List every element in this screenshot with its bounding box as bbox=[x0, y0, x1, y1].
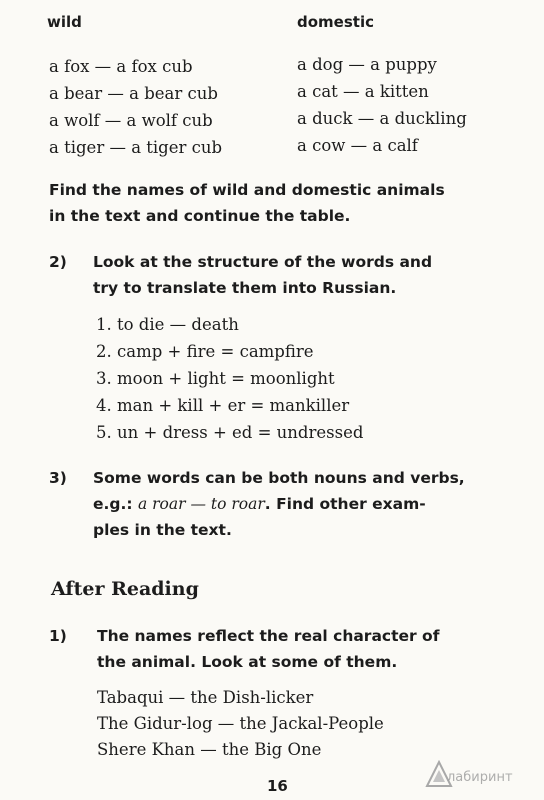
section-title: After Reading bbox=[51, 578, 199, 600]
table-cell-domestic-1: a dog — a puppy bbox=[297, 55, 437, 74]
word-item-3 bbox=[96, 369, 335, 388]
task-3-line-1: Some words can be both nouns and verbs, bbox=[93, 469, 465, 487]
task-3-line-3: ples in the text. bbox=[93, 521, 232, 539]
after-1-line-1: The names reflect the real character of bbox=[97, 627, 440, 645]
task-2-number: 2) bbox=[49, 253, 67, 271]
example-phrase: a roar — to roar bbox=[137, 495, 265, 513]
table-cell-domestic-2: a cat — a kitten bbox=[297, 82, 429, 101]
name-item-3: Shere Khan — the Big One bbox=[97, 740, 322, 759]
word-item-1 bbox=[96, 315, 239, 334]
watermark-text: лабиринт bbox=[447, 770, 513, 785]
after-1-number: 1) bbox=[49, 627, 67, 645]
word-item-number: 3. bbox=[96, 369, 112, 388]
after-1-line-2: the animal. Look at some of them. bbox=[97, 653, 398, 671]
word-item-number: 5. bbox=[96, 423, 112, 442]
instruction-line-1: Find the names of wild and domestic animals bbox=[49, 181, 445, 199]
word-item-text: to die — death bbox=[117, 315, 239, 334]
word-item-number: 2. bbox=[96, 342, 112, 361]
word-item-text: camp + fire = campfire bbox=[117, 342, 314, 361]
word-item-text: un + dress + ed = undressed bbox=[117, 423, 364, 442]
table-cell-wild-4: a tiger — a tiger cub bbox=[49, 138, 223, 157]
name-item-2: The Gidur-log — the Jackal-People bbox=[97, 714, 384, 733]
table-cell-domestic-4: a cow — a calf bbox=[297, 136, 418, 155]
task-3-line-2 bbox=[93, 495, 426, 513]
word-item-2 bbox=[96, 342, 314, 361]
table-header-wild: wild bbox=[47, 13, 82, 31]
word-item-number: 4. bbox=[96, 396, 112, 415]
page-number: 16 bbox=[267, 777, 288, 795]
task-3-number: 3) bbox=[49, 469, 67, 487]
table-cell-domestic-3: a duck — a duckling bbox=[297, 109, 467, 128]
task-2-line-2: try to translate them into Russian. bbox=[93, 279, 397, 297]
word-item-5 bbox=[96, 423, 363, 442]
eg-prefix: e.g.: bbox=[93, 495, 138, 513]
table-cell-wild-2: a bear — a bear cub bbox=[49, 84, 218, 103]
table-cell-wild-3: a wolf — a wolf cub bbox=[49, 111, 213, 130]
instruction-line-2: in the text and continue the table. bbox=[49, 207, 351, 225]
word-item-number: 1. bbox=[96, 315, 112, 334]
word-item-text: moon + light = moonlight bbox=[117, 369, 335, 388]
table-cell-wild-1: a fox — a fox cub bbox=[49, 57, 193, 76]
table-header-domestic: domestic bbox=[297, 13, 374, 31]
word-item-text: man + kill + er = mankiller bbox=[117, 396, 350, 415]
eg-suffix: . Find other exam- bbox=[264, 495, 426, 513]
word-item-4 bbox=[96, 396, 349, 415]
task-2-line-1: Look at the structure of the words and bbox=[93, 253, 433, 271]
name-item-1: Tabaqui — the Dish-licker bbox=[97, 688, 314, 707]
